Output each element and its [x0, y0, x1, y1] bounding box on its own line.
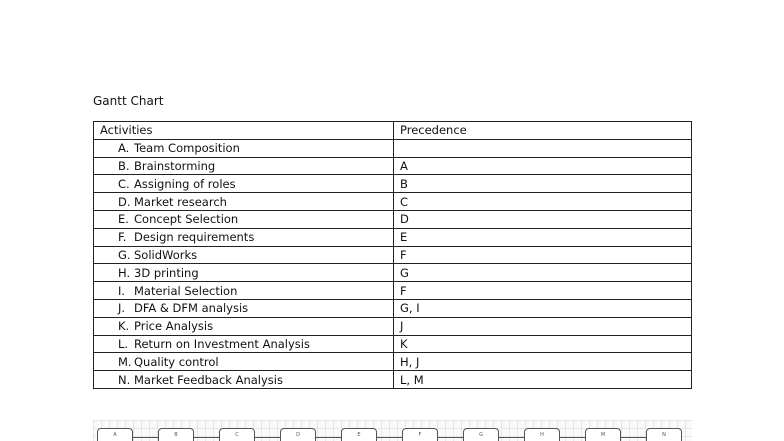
activity-name: Assigning of roles: [134, 176, 236, 191]
diagram-arrow: [194, 437, 219, 438]
precedence-cell: [394, 139, 692, 157]
activity-letter: M.: [118, 354, 132, 369]
activity-name: Material Selection: [134, 283, 238, 298]
activity-letter: J.: [118, 301, 126, 316]
table-row: [94, 371, 692, 389]
activity-letter: N.: [118, 372, 131, 387]
activity-cell: [94, 175, 394, 193]
activity-cell: [94, 210, 394, 228]
table-row: [94, 317, 692, 335]
activity-cell: [94, 353, 394, 371]
activity-name: Market Feedback Analysis: [134, 372, 283, 387]
activity-cell: [94, 299, 394, 317]
diagram-arrow: [499, 437, 524, 438]
activities-table: [93, 121, 692, 389]
activity-cell: [94, 317, 394, 335]
precedence-cell: C: [394, 193, 692, 211]
activity-cell: [94, 371, 394, 389]
activity-letter: K.: [118, 319, 130, 334]
diagram-arrow: [621, 437, 646, 438]
diagram-node: C: [219, 428, 255, 441]
precedence-cell: E: [394, 228, 692, 246]
activity-name: Market research: [134, 194, 227, 209]
diagram-node: H: [524, 428, 560, 441]
activity-letter: F.: [118, 230, 127, 245]
precedence-cell: J: [394, 317, 692, 335]
activity-name: Team Composition: [134, 141, 240, 156]
page-title: Gantt Chart: [93, 94, 164, 108]
activity-name: DFA & DFM analysis: [134, 301, 249, 316]
precedence-cell: F: [394, 282, 692, 300]
activity-letter: D.: [118, 194, 131, 209]
table-row: [94, 335, 692, 353]
diagram-node: F: [402, 428, 438, 441]
diagram-node: B: [158, 428, 194, 441]
diagram-arrow: [316, 437, 341, 438]
activity-cell: [94, 264, 394, 282]
activity-name: SolidWorks: [134, 247, 198, 262]
precedence-cell: H, J: [394, 353, 692, 371]
activity-letter: C.: [118, 176, 130, 191]
activity-letter: E.: [118, 212, 129, 227]
activity-cell: [94, 228, 394, 246]
activity-name: Price Analysis: [134, 319, 214, 334]
table-header-row: [94, 122, 692, 140]
activity-cell: [94, 282, 394, 300]
activity-name: Quality control: [134, 354, 219, 369]
precedence-cell: A: [394, 157, 692, 175]
activity-cell: [94, 157, 394, 175]
diagram-node: D: [280, 428, 316, 441]
table-row: [94, 264, 692, 282]
table-row: [94, 139, 692, 157]
activity-name: Return on Investment Analysis: [134, 336, 310, 351]
diagram-arrow: [438, 437, 463, 438]
diagram-arrow: [133, 437, 158, 438]
activity-name: Concept Selection: [134, 212, 239, 227]
activity-letter: G.: [118, 247, 131, 262]
activity-letter: H.: [118, 265, 131, 280]
table-row: [94, 299, 692, 317]
activity-cell: [94, 335, 394, 353]
diagram-node: G: [463, 428, 499, 441]
activity-cell: [94, 139, 394, 157]
table-row: [94, 246, 692, 264]
header-activities: Activities: [94, 122, 394, 140]
table-row: [94, 193, 692, 211]
table-row: [94, 353, 692, 371]
table-row: [94, 175, 692, 193]
activity-cell: [94, 193, 394, 211]
precedence-cell: G, I: [394, 299, 692, 317]
network-diagram: [93, 420, 692, 441]
diagram-node: N: [646, 428, 682, 441]
activity-letter: B.: [118, 158, 130, 173]
precedence-cell: F: [394, 246, 692, 264]
table-row: [94, 157, 692, 175]
activity-letter: I.: [118, 283, 126, 298]
activity-letter: A.: [118, 141, 130, 156]
precedence-cell: L, M: [394, 371, 692, 389]
precedence-cell: K: [394, 335, 692, 353]
diagram-node: A: [97, 428, 133, 441]
activity-cell: [94, 246, 394, 264]
table-row: [94, 282, 692, 300]
precedence-cell: D: [394, 210, 692, 228]
activity-name: Brainstorming: [134, 158, 216, 173]
diagram-arrow: [377, 437, 402, 438]
diagram-arrow: [560, 437, 585, 438]
activity-name: Design requirements: [134, 230, 255, 245]
table-row: [94, 210, 692, 228]
diagram-arrow: [255, 437, 280, 438]
precedence-cell: G: [394, 264, 692, 282]
diagram-node: E: [341, 428, 377, 441]
activity-letter: L.: [118, 336, 129, 351]
diagram-node: M: [585, 428, 621, 441]
header-precedence: Precedence: [394, 122, 692, 140]
table-row: [94, 228, 692, 246]
precedence-cell: B: [394, 175, 692, 193]
activity-name: 3D printing: [134, 265, 199, 280]
